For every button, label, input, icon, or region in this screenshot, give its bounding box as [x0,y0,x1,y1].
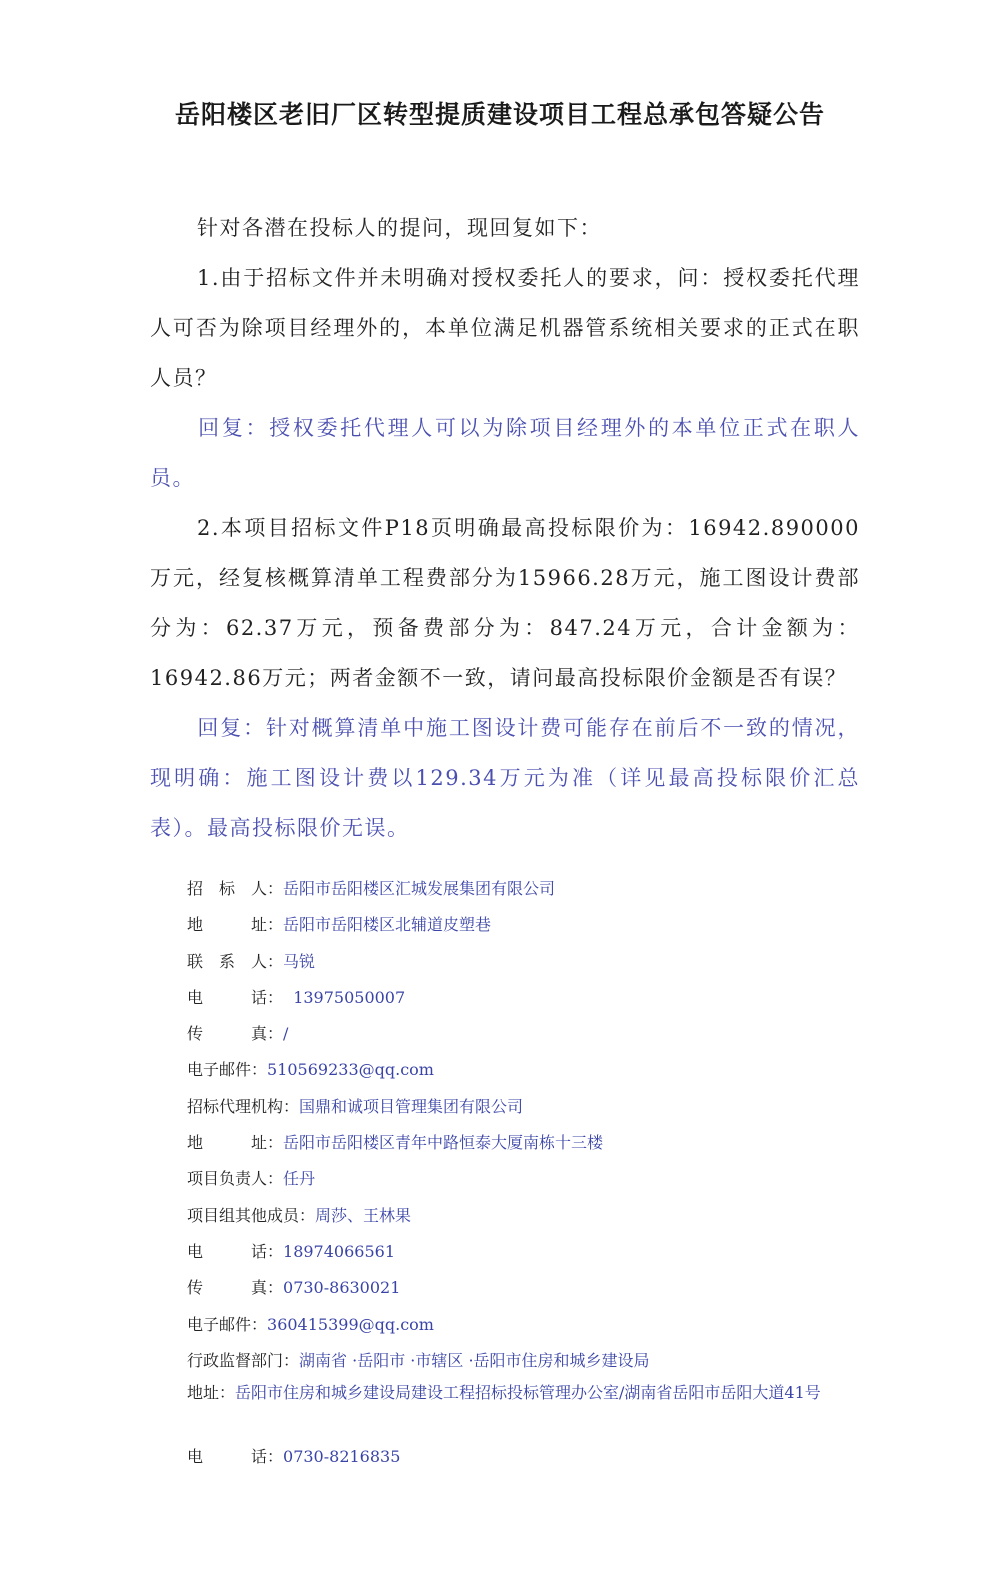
contact-row-person [187,946,847,982]
contact-row-phone [187,982,847,1018]
contact-label: 地 址： [187,1133,284,1153]
contact-label: 电子邮件： [187,1060,268,1080]
contact-label: 电 话： [187,1241,284,1261]
contact-value: / [283,1024,289,1044]
contact-row-supervisor-phone [187,1441,847,1477]
contact-row-address [187,909,847,945]
contact-row-email [187,1054,847,1090]
contact-label: 招标代理机构： [187,1096,300,1116]
intro-text: 针对各潜在投标人的提问，现回复如下： [197,216,602,240]
contact-value: 岳阳市岳阳楼区北辅道皮塑巷 [283,915,492,935]
contact-info-block [187,873,847,1477]
contact-value: 510569233@qq.com [267,1060,434,1080]
contact-label: 联 系 人： [187,951,284,971]
contact-row-agency-fax [187,1272,847,1308]
contact-value: 马锐 [283,951,316,971]
question-1-text: 1.由于招标文件并未明确对授权委托人的要求，问：授权委托代理人可否为除项目经理外的，本单位满足机器管系统相关要求的正式在职人员？ [150,266,860,390]
contact-value: 岳阳市岳阳楼区青年中路恒泰大厦南栋十三楼 [283,1133,604,1153]
contact-row-agency-phone [187,1236,847,1272]
contact-row-agency-email [187,1309,847,1345]
contact-label: 电子邮件： [187,1314,268,1334]
contact-value: 0730-8630021 [283,1278,401,1298]
answer-1-text: 回复：授权委托代理人可以为除项目经理外的本单位正式在职人员。 [150,416,860,490]
contact-label: 行政监督部门： [187,1350,300,1370]
question-1 [150,253,860,403]
answer-1 [150,403,860,503]
intro-paragraph [150,203,860,253]
question-2 [150,503,860,703]
contact-row-supervisor-address [187,1381,847,1441]
contact-row-agency-address [187,1127,847,1163]
answer-2-text: 回复：针对概算清单中施工图设计费可能存在前后不一致的情况，现明确：施工图设计费以129.34万元为准（详见最高投标限价汇总表）。最高投标限价无误。 [150,716,860,840]
contact-label: 地 址： [187,915,284,935]
contact-label: 项目负责人： [187,1169,284,1189]
contact-label: 项目组其他成员： [187,1205,316,1225]
contact-label: 传 真： [187,1024,284,1044]
contact-row-tenderer [187,873,847,909]
contact-label: 电 话： [187,987,284,1007]
question-2-text: 2.本项目招标文件P18页明确最高投标限价为：16942.890000万元，经复核概算清单工程费部分为15966.28万元，施工图设计费部分为：62.37万元，预备费部分为：847.24万元，合计金额为：16942.86万元；两者金额不一致，请问最高投标限价金额是否有误？ [150,516,860,690]
contact-row-project-lead [187,1163,847,1199]
contact-row-team-members [187,1200,847,1236]
contact-value: 18974066561 [283,1241,395,1261]
contact-value: 周莎、王林果 [315,1205,412,1225]
contact-address-full [187,1381,821,1405]
contact-label: 地址： [187,1383,236,1403]
contact-label: 电 话： [187,1447,284,1467]
contact-row-fax [187,1018,847,1054]
contact-value: 湖南省 ·岳阳市 ·市辖区 ·岳阳市住房和城乡建设局 [299,1350,650,1370]
contact-label: 传 真： [187,1278,284,1298]
contact-value: 360415399@qq.com [267,1314,434,1334]
contact-value: 岳阳市岳阳楼区汇城发展集团有限公司 [283,879,556,898]
contact-value: 岳阳市住房和城乡建设局建设工程招标投标管理办公室/湖南省岳阳市岳阳大道41号 [235,1383,821,1403]
contact-value: 13975050007 [283,987,406,1007]
contact-value: 0730-8216835 [283,1447,401,1467]
contact-label: 招 标 人： [187,879,284,898]
contact-value: 国鼎和诚项目管理集团有限公司 [299,1096,524,1116]
answer-2 [150,703,860,853]
contact-row-agency [187,1091,847,1127]
contact-value: 任丹 [283,1169,316,1189]
contact-row-supervisor [187,1345,847,1381]
page-title: 岳阳楼区老旧厂区转型提质建设项目工程总承包答疑公告 [174,100,825,129]
